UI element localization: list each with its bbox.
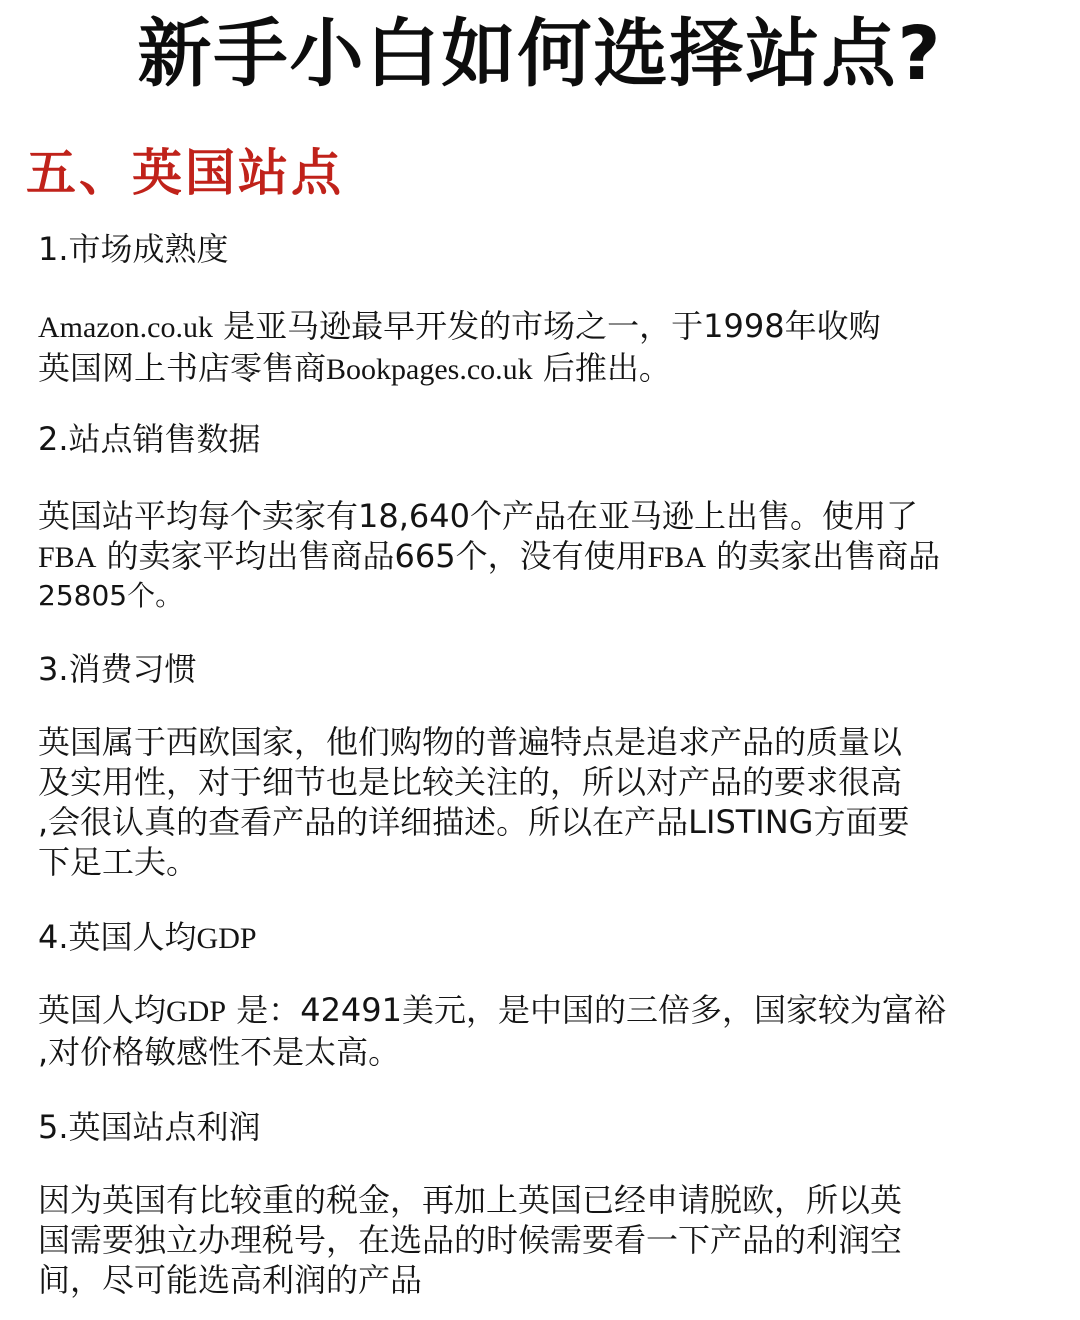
paragraph-line: ,会很认真的查看产品的详细描述。所以在产品LISTING方面要 bbox=[38, 803, 910, 841]
inline-text: 英国人均 bbox=[38, 991, 167, 1029]
paragraph-line bbox=[38, 536, 1038, 578]
paragraph-line: 及实用性，对于细节也是比较关注的，所以对产品的要求很高 bbox=[38, 763, 903, 801]
inline-text: 是：42491美元，是中国的三倍多，国家较为富裕 bbox=[226, 991, 947, 1029]
paragraph-line: 国需要独立办理税号，在选品的时候需要看一下产品的利润空 bbox=[38, 1221, 903, 1259]
section-title: 五、英国站点 bbox=[26, 144, 344, 202]
paragraph-line: 英国站平均每个卖家有18,640个产品在亚马逊上出售。使用了 bbox=[38, 497, 918, 535]
page-title: 新手小白如何选择站点? bbox=[137, 11, 943, 97]
paragraph-line: 英国属于西欧国家，他们购物的普遍特点是追求产品的质量以 bbox=[38, 723, 903, 761]
inline-text: 是亚马逊最早开发的市场之一，于1998年收购 bbox=[212, 307, 881, 345]
item-paragraph-5 bbox=[38, 1180, 1038, 1300]
inline-latin-text: Amazon.co.uk bbox=[38, 311, 213, 344]
inline-text: 后推出。 bbox=[532, 349, 671, 387]
inline-text: 的卖家平均出售商品665个，没有使用 bbox=[96, 537, 648, 575]
paragraph-line bbox=[38, 348, 1038, 390]
inline-latin-text: GDP bbox=[166, 995, 227, 1028]
paragraph-line bbox=[38, 990, 1038, 1032]
inline-latin-text: FBA bbox=[647, 541, 706, 574]
item-paragraph-3 bbox=[38, 722, 1038, 882]
inline-latin-text: FBA bbox=[38, 541, 97, 574]
item-heading-2: 2.站点销售数据 bbox=[38, 420, 261, 458]
paragraph-line: 25805个。 bbox=[38, 579, 184, 612]
paragraph-line: ,对价格敏感性不是太高。 bbox=[38, 1033, 401, 1071]
heading-latin-text: GDP bbox=[196, 922, 257, 955]
item-heading-5: 5.英国站点利润 bbox=[38, 1108, 261, 1146]
item-heading-1: 1.市场成熟度 bbox=[38, 230, 229, 268]
paragraph-line bbox=[38, 306, 1038, 348]
paragraph-line: 间，尽可能选高利润的产品 bbox=[38, 1261, 423, 1299]
item-paragraph-4 bbox=[38, 990, 1038, 1072]
inline-text: 的卖家出售商品 bbox=[705, 537, 941, 575]
item-paragraph-2 bbox=[38, 496, 1038, 614]
inline-latin-text: Bookpages.co.uk bbox=[326, 353, 533, 386]
item-heading-3: 3.消费习惯 bbox=[38, 650, 197, 688]
item-heading-4 bbox=[38, 916, 257, 960]
heading-text: 4.英国人均 bbox=[38, 918, 197, 956]
paragraph-line: 下足工夫。 bbox=[38, 843, 199, 881]
inline-text: 英国网上书店零售商 bbox=[38, 349, 327, 387]
item-paragraph-1 bbox=[38, 306, 1038, 390]
paragraph-line: 因为英国有比较重的税金，再加上英国已经申请脱欧，所以英 bbox=[38, 1181, 903, 1219]
